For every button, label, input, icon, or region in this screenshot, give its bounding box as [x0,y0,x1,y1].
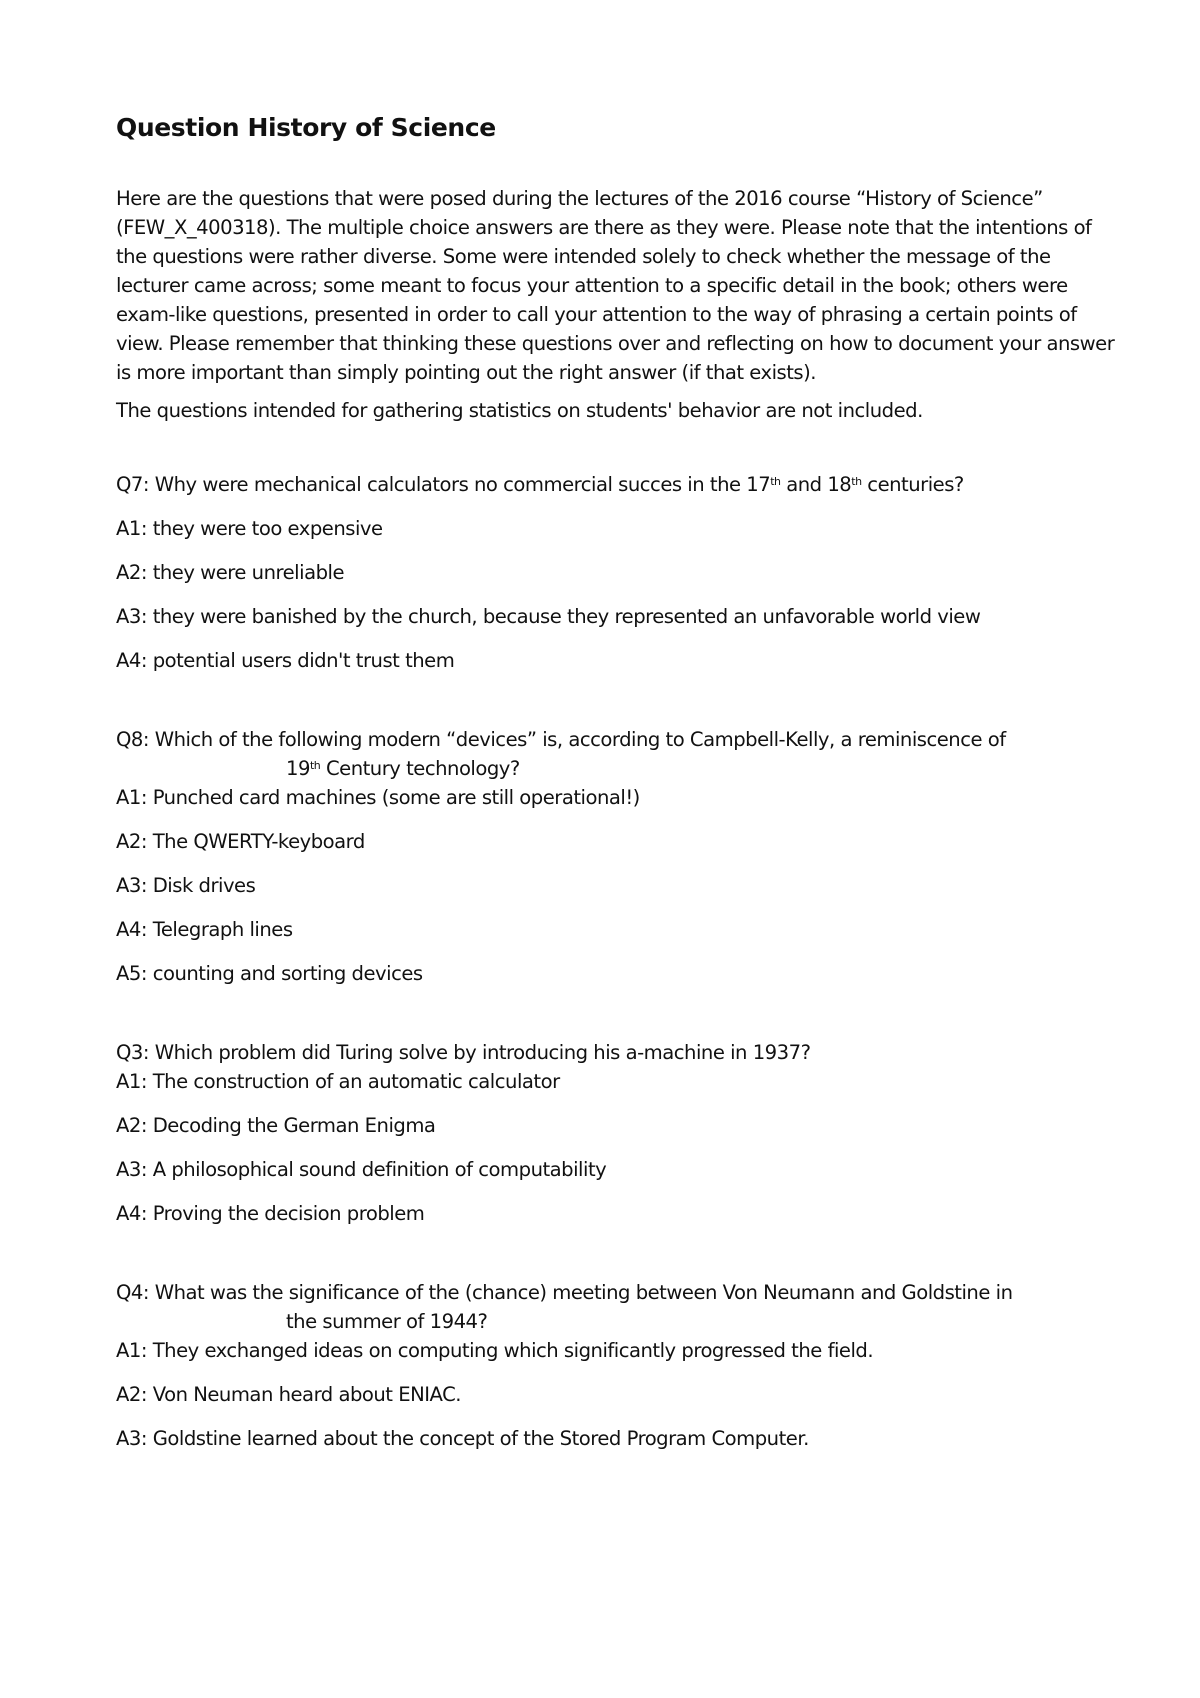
question-text-line [116,754,1116,783]
answer-option: A5: counting and sorting devices [116,962,423,985]
answer-option: A1: Punched card machines (some are still operational!) [116,786,640,809]
answer-option: A3: they were banished by the church, because they represented an unfavorable world view [116,605,981,628]
question-text: Q3: Which problem did Turing solve by introducing his a-machine in 1937? [116,1041,811,1064]
question-text-line: Q4: What was the significance of the (chance) meeting between Von Neumann and Goldstine in [116,1281,1013,1304]
question-text-part: and 18 [780,473,852,496]
answer-option: A1: they were too expensive [116,517,383,540]
answer-option: A3: Disk drives [116,874,256,897]
question-text [116,1278,1116,1336]
question-q3 [116,1038,1116,1228]
question-text-line: Q8: Which of the following modern “devices” is, according to Campbell-Kelly, a reminiscence of [116,728,1006,751]
answer-option: A4: Proving the decision problem [116,1202,425,1225]
question-text-part: 19 [286,757,310,780]
answer-option: A2: they were unreliable [116,561,345,584]
question-text-line: the summer of 1944? [286,1310,488,1333]
answer-option: A1: The construction of an automatic calculator [116,1070,560,1093]
intro-paragraph: Here are the questions that were posed during the lectures of the 2016 course “History of Science” (FEW_X_400318). The multiple choice answers are there as they were. Please note that the intentions of the questions were rather diverse. Some were intended solely to check whether the message of the lecturer came across; some meant to focus your attention to a specific detail in the book; others were exam-like questions, presented in order to call your attention to the way of phrasing a certain points of view. Please remember that thinking these questions over and reflecting on how to document your answer is more important than simply pointing out the right answer (if that exists). [116,187,1115,384]
question-text [116,725,1116,783]
answer-option: A2: Decoding the German Enigma [116,1114,436,1137]
answer-option: A4: Telegraph lines [116,918,293,941]
question-text-part: Q7: Why were mechanical calculators no commercial succes in the 17 [116,473,771,496]
note-paragraph: The questions intended for gathering statistics on students' behavior are not included. [116,399,923,422]
answer-option: A3: Goldstine learned about the concept of the Stored Program Computer. [116,1427,809,1450]
ordinal-superscript: th [770,475,781,488]
question-text [116,470,1116,499]
page-title: Question History of Science [116,113,496,142]
ordinal-superscript: th [851,475,862,488]
answer-option: A1: They exchanged ideas on computing which significantly progressed the field. [116,1339,874,1362]
document-content [116,110,1116,1468]
ordinal-superscript: th [309,759,321,772]
question-text-part: Century technology? [320,757,520,780]
question-q4 [116,1278,1116,1453]
answer-option: A2: Von Neuman heard about ENIAC. [116,1383,461,1406]
question-text-part: centuries? [861,473,964,496]
answer-option: A4: potential users didn't trust them [116,649,455,672]
answer-option: A3: A philosophical sound definition of computability [116,1158,607,1181]
answer-option: A2: The QWERTY-keyboard [116,830,365,853]
question-q7 [116,470,1116,675]
question-q8 [116,725,1116,988]
